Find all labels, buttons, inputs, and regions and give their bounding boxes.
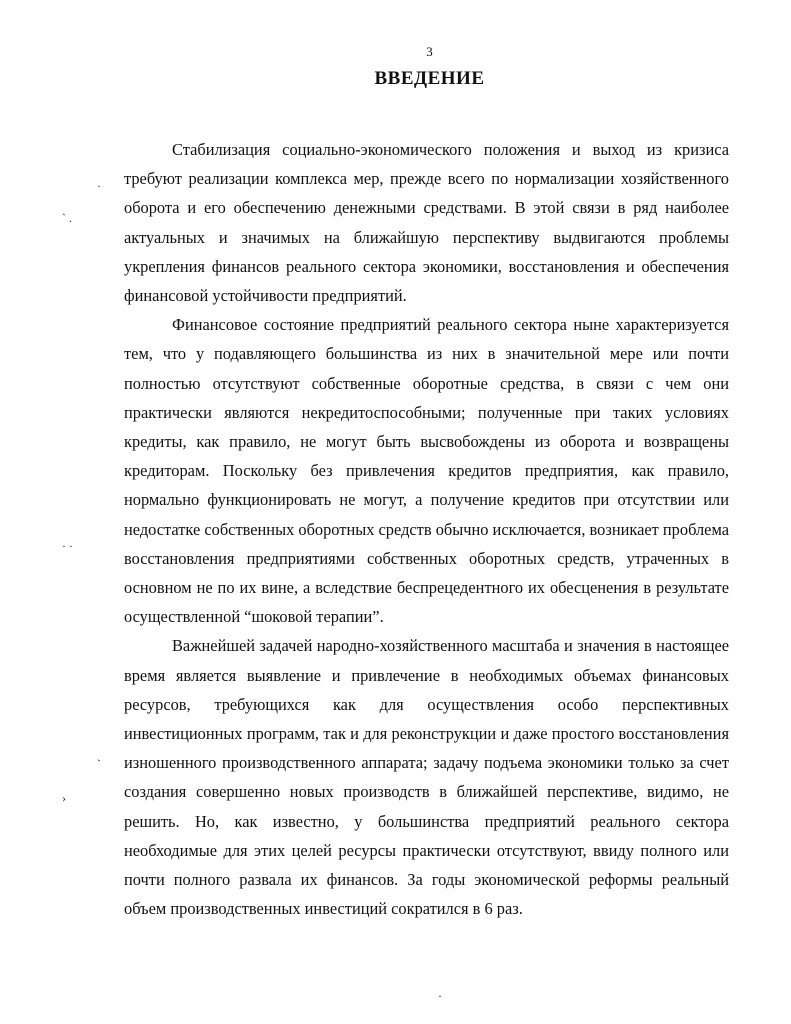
- page-title: ВВЕДЕНИЕ: [374, 68, 485, 89]
- scan-speck: · ·: [62, 539, 73, 553]
- body-text: [124, 135, 729, 923]
- scan-speck: ` .: [62, 211, 72, 225]
- scan-speck: ›: [62, 791, 66, 805]
- paragraph: Финансовое состояние предприятий реального сектора ныне характеризуется тем, что у подавляющего большинства из них в значительной мере или почти полностью отсутствуют собственные оборотные средства, в связи с чем они практически являются некредитоспособными; полученные при таких условиях кредиты, как правило, не могут быть высвобождены из оборота и возвращены кредиторам. Поскольку без привлечения кредитов предприятия, как правило, нормально функционировать не могут, а получение кредитов при отсутствии или недостатке собственных оборотных средств обычно исключается, возникает проблема восстановления предприятиями собственных оборотных средств, утраченных в основном не по их вине, а вследствие беспрецедентного их обесценения в результате осуществленной “шоковой терапии”.: [124, 315, 729, 627]
- scan-speck: ·: [438, 989, 442, 1003]
- scan-speck: ·: [97, 179, 101, 193]
- paragraph: Стабилизация социально-экономического положения и выход из кризиса требуют реализации комплекса мер, прежде всего по нормализации хозяйственного оборота и его обеспечению денежными средствами. В этой связи в ряд наиболее актуальных и значимых на ближайшую перспективу выдвигаются проблемы укрепления финансов реального сектора экономики, восстановления и обеспечения финансовой устойчивости предприятий.: [124, 140, 729, 306]
- paragraph: Важнейшей задачей народно-хозяйственного масштаба и значения в настоящее время является выявление и привлечение в необходимых объемах финансовых ресурсов, требующихся как для осуществления особо перспективных инвестиционных программ, так и для реконструкции и даже простого восстановления изношенного производственного аппарата; задачу подъема экономики только за счет создания совершенно новых производств в ближайшей перспективе, видимо, не решить. Но, как известно, у большинства предприятий реального сектора необходимые для этих целей ресурсы практически отсутствуют, ввиду полного или почти полного развала их финансов. За годы экономической реформы реальный объем производственных инвестиций сократился в 6 раз.: [124, 636, 729, 919]
- scan-speck: `: [97, 757, 101, 771]
- page-number: 3: [426, 44, 433, 59]
